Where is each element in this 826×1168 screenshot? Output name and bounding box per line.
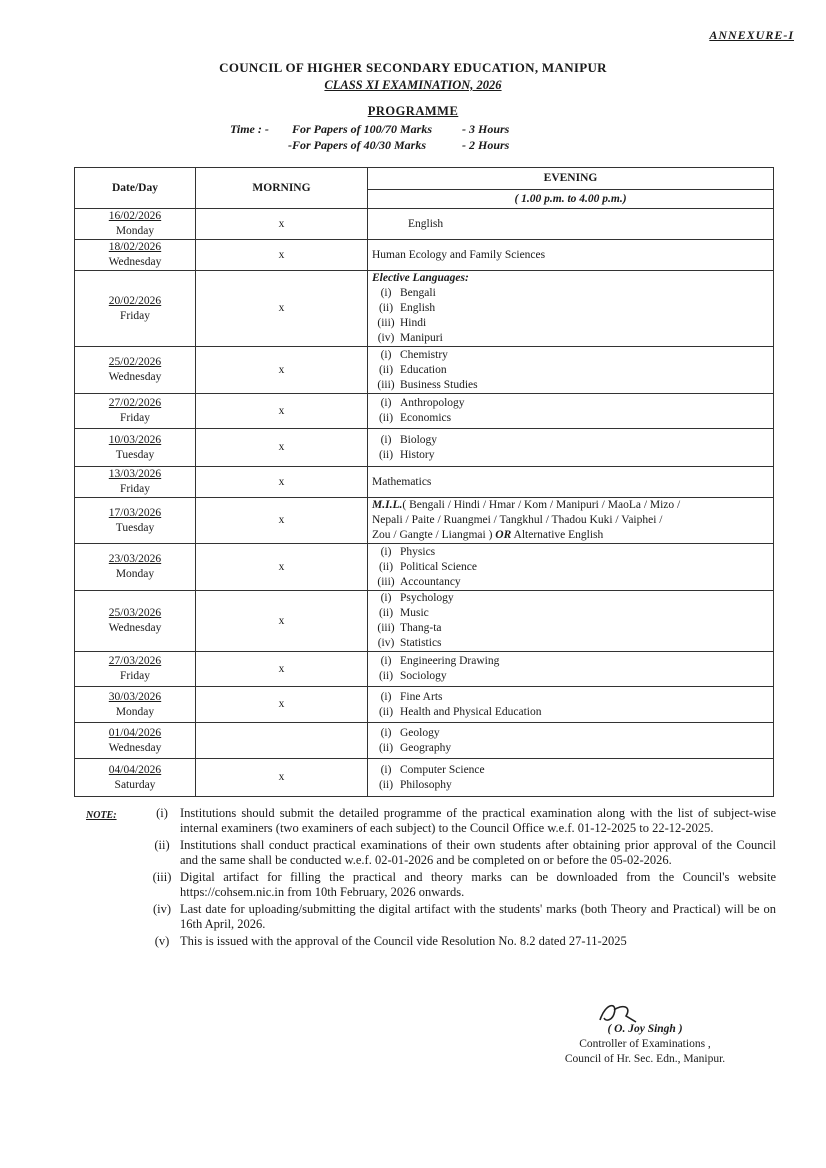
subject-item bbox=[372, 348, 769, 363]
subject-name: Thang-ta bbox=[400, 622, 442, 634]
subject-name: Business Studies bbox=[400, 378, 478, 391]
note-item bbox=[86, 806, 776, 836]
document-header bbox=[0, 60, 826, 119]
subject-number: (iii) bbox=[377, 575, 395, 588]
signatory-name: ( O. Joy Singh ) bbox=[607, 1023, 683, 1035]
date-text: 27/03/2026 bbox=[108, 655, 162, 667]
note-item bbox=[86, 902, 776, 932]
morning-cell bbox=[196, 723, 368, 759]
subject-number: (iii) bbox=[377, 622, 395, 634]
evening-cell bbox=[368, 209, 774, 240]
subject-number: (ii) bbox=[378, 560, 394, 573]
day-text: Tuesday bbox=[115, 448, 155, 461]
note-label: NOTE: bbox=[86, 810, 117, 821]
subject-number: (i) bbox=[380, 726, 392, 739]
subject-name: Health and Physical Education bbox=[400, 705, 542, 718]
subject-number: (ii) bbox=[378, 778, 394, 791]
mil-line: Nepali / Paite / Ruangmei / Tangkhul / Thadou Kuki / Vaiphei / bbox=[372, 514, 663, 526]
subject-item bbox=[372, 378, 769, 393]
subject-name: Manipuri bbox=[400, 332, 443, 344]
subject-number: (ii) bbox=[378, 741, 394, 754]
date-cell bbox=[75, 723, 196, 759]
subject-number: (i) bbox=[380, 287, 392, 299]
evening-cell bbox=[368, 498, 774, 544]
subject-number: (iii) bbox=[377, 378, 395, 391]
subject-item bbox=[372, 654, 769, 669]
evening-subject: Human Ecology and Family Sciences bbox=[372, 248, 546, 261]
subject-item bbox=[372, 621, 769, 636]
subject-name: Geography bbox=[400, 741, 452, 754]
day-text: Wednesday bbox=[108, 741, 162, 754]
annexure-label: ANNEXURE-I bbox=[709, 28, 794, 42]
note-item bbox=[86, 838, 776, 868]
date-text: 04/04/2026 bbox=[108, 763, 162, 776]
subject-item bbox=[372, 316, 769, 331]
time-dash bbox=[230, 138, 292, 153]
subject-item bbox=[372, 763, 769, 778]
subject-item bbox=[372, 726, 769, 741]
subject-list bbox=[372, 591, 769, 651]
subject-name: Philosophy bbox=[400, 778, 452, 791]
day-text: Friday bbox=[119, 483, 151, 495]
subject-list bbox=[372, 763, 769, 793]
date-text: 20/02/2026 bbox=[108, 294, 162, 307]
subject-item bbox=[372, 545, 769, 560]
subject-number: (ii) bbox=[378, 412, 394, 424]
schedule-table bbox=[74, 167, 774, 797]
time-info bbox=[230, 122, 509, 154]
day-text: Friday bbox=[119, 670, 151, 682]
note-number: (v) bbox=[154, 934, 170, 948]
date-cell bbox=[75, 271, 196, 347]
org-title: COUNCIL OF HIGHER SECONDARY EDUCATION, MANIPUR bbox=[219, 60, 607, 75]
morning-cell: x bbox=[196, 347, 368, 394]
date-cell bbox=[75, 759, 196, 797]
subject-name: Political Science bbox=[400, 560, 477, 573]
note-label bbox=[86, 902, 144, 932]
mil-alt: Alternative English bbox=[513, 529, 604, 541]
date-text: 25/02/2026 bbox=[108, 356, 162, 368]
note-number: (ii) bbox=[154, 838, 170, 852]
subject-item bbox=[372, 448, 769, 463]
morning-cell: x bbox=[196, 544, 368, 591]
subject-item bbox=[372, 669, 769, 684]
subject-item bbox=[372, 433, 769, 448]
evening-subject: English bbox=[408, 217, 444, 230]
header-evening: EVENING bbox=[368, 168, 774, 190]
note-number: (i) bbox=[156, 806, 168, 820]
schedule-body bbox=[75, 209, 774, 797]
morning-cell: x bbox=[196, 687, 368, 723]
subject-item bbox=[372, 690, 769, 705]
subject-list bbox=[372, 690, 769, 720]
subject-list bbox=[372, 396, 769, 426]
subject-number: (ii) bbox=[378, 302, 394, 314]
date-text: 23/03/2026 bbox=[108, 553, 162, 565]
subject-number: (ii) bbox=[378, 607, 394, 619]
morning-cell: x bbox=[196, 759, 368, 797]
subject-number: (i) bbox=[380, 763, 392, 776]
subject-item bbox=[372, 575, 769, 590]
note-label bbox=[86, 934, 144, 949]
subject-name: Chemistry bbox=[400, 348, 448, 361]
evening-cell bbox=[368, 759, 774, 797]
subject-name: Education bbox=[400, 363, 447, 376]
subject-list bbox=[372, 286, 769, 346]
subject-list bbox=[372, 348, 769, 393]
subject-number: (iii) bbox=[377, 317, 395, 329]
note-label bbox=[86, 838, 144, 868]
note-item bbox=[86, 934, 776, 949]
subject-name: Computer Science bbox=[400, 763, 485, 776]
date-text: 10/03/2026 bbox=[108, 433, 162, 446]
note-text: Institutions shall conduct practical examinations of their own students after obtaining prior approval of the Council and the same shall be conducted w.e.f. 02-01-2026 and be completed on or before the 05-02-2026. bbox=[180, 838, 776, 867]
subject-number: (i) bbox=[380, 433, 392, 446]
morning-cell: x bbox=[196, 591, 368, 652]
mil-line bbox=[372, 498, 769, 513]
signature-scribble-icon bbox=[592, 1000, 652, 1026]
subject-name: Bengali bbox=[400, 287, 436, 299]
subject-name: Economics bbox=[400, 412, 452, 424]
date-text: 17/03/2026 bbox=[108, 506, 162, 519]
notes-section bbox=[86, 806, 776, 951]
subject-number: (i) bbox=[380, 348, 392, 361]
subject-name: Hindi bbox=[400, 317, 427, 329]
subject-name: Biology bbox=[400, 433, 438, 446]
date-text: 01/04/2026 bbox=[108, 726, 162, 739]
subject-number: (ii) bbox=[378, 705, 394, 718]
table-row bbox=[75, 723, 774, 759]
subject-name: Physics bbox=[400, 545, 436, 558]
evening-cell bbox=[368, 394, 774, 429]
table-row bbox=[75, 498, 774, 544]
date-cell bbox=[75, 498, 196, 544]
subject-name: Accountancy bbox=[400, 575, 461, 588]
table-row bbox=[75, 240, 774, 271]
subject-number: (i) bbox=[380, 655, 392, 667]
day-text: Tuesday bbox=[115, 521, 155, 534]
date-text: 18/02/2026 bbox=[108, 241, 162, 253]
mil-prefix: M.I.L. bbox=[372, 499, 403, 511]
table-row bbox=[75, 544, 774, 591]
date-cell bbox=[75, 347, 196, 394]
day-text: Saturday bbox=[114, 778, 156, 791]
subject-name: Fine Arts bbox=[400, 690, 443, 703]
subject-item bbox=[372, 741, 769, 756]
table-row bbox=[75, 429, 774, 467]
table-row bbox=[75, 652, 774, 687]
evening-cell bbox=[368, 723, 774, 759]
evening-cell bbox=[368, 687, 774, 723]
date-text: 30/03/2026 bbox=[108, 690, 162, 703]
signatory-title: Controller of Examinations , bbox=[579, 1038, 711, 1050]
subject-name: Geology bbox=[400, 726, 440, 739]
subject-item bbox=[372, 705, 769, 720]
date-cell bbox=[75, 652, 196, 687]
mil-languages: ( Bengali / Hindi / Hmar / Kom / Manipuri / MaoLa / Mizo / bbox=[402, 499, 681, 511]
day-text: Monday bbox=[115, 568, 155, 580]
subject-name: English bbox=[400, 302, 436, 314]
mil-languages: Zou / Gangte / Liangmai ) bbox=[372, 529, 493, 541]
day-text: Friday bbox=[119, 412, 151, 424]
signatory-office: Council of Hr. Sec. Edn., Manipur. bbox=[564, 1053, 726, 1065]
mil-or: OR bbox=[495, 529, 512, 541]
subject-name: Statistics bbox=[400, 637, 442, 649]
date-cell bbox=[75, 544, 196, 591]
morning-cell: x bbox=[196, 652, 368, 687]
subject-name: Anthropology bbox=[400, 397, 465, 409]
signature-block bbox=[530, 1000, 760, 1067]
subject-item bbox=[372, 331, 769, 346]
subject-number: (iv) bbox=[377, 637, 395, 649]
subject-number: (i) bbox=[380, 592, 392, 604]
note-number: (iii) bbox=[152, 870, 172, 884]
header-morning: MORNING bbox=[196, 168, 368, 209]
subject-item bbox=[372, 591, 769, 606]
subject-item bbox=[372, 560, 769, 575]
subject-name: Engineering Drawing bbox=[400, 655, 500, 667]
table-row bbox=[75, 759, 774, 797]
subject-item bbox=[372, 778, 769, 793]
date-cell bbox=[75, 467, 196, 498]
note-text: Last date for uploading/submitting the digital artifact with the students' marks (both Theory and Practical) will be on 16th April, 2026. bbox=[180, 902, 776, 931]
date-text: 27/02/2026 bbox=[108, 397, 162, 409]
table-row bbox=[75, 347, 774, 394]
subject-item bbox=[372, 363, 769, 378]
morning-cell: x bbox=[196, 271, 368, 347]
time-label: Time : - bbox=[230, 122, 269, 136]
morning-cell: x bbox=[196, 467, 368, 498]
note-text: Institutions should submit the detailed programme of the practical examination along with the list of subject-wise internal examiners (two examiners of each subject) to the Council Office w.e.f. 01-12-2025 to 22-12-2025. bbox=[180, 806, 776, 835]
day-text: Friday bbox=[119, 309, 151, 322]
notes-list bbox=[86, 806, 776, 949]
subject-item bbox=[372, 636, 769, 651]
table-row bbox=[75, 271, 774, 347]
subject-number: (i) bbox=[380, 545, 392, 558]
morning-cell: x bbox=[196, 429, 368, 467]
table-row bbox=[75, 687, 774, 723]
subject-item bbox=[372, 301, 769, 316]
header-date: Date/Day bbox=[75, 168, 196, 209]
subject-number: (ii) bbox=[378, 670, 394, 682]
subject-list bbox=[372, 545, 769, 590]
programme-title: PROGRAMME bbox=[367, 104, 459, 118]
subject-name: Psychology bbox=[400, 592, 454, 604]
day-text: Monday bbox=[115, 225, 155, 237]
date-cell bbox=[75, 209, 196, 240]
date-text: 25/03/2026 bbox=[108, 607, 162, 619]
signature-mark bbox=[530, 1000, 760, 1022]
morning-cell: x bbox=[196, 240, 368, 271]
date-cell bbox=[75, 429, 196, 467]
subject-list bbox=[372, 433, 769, 463]
note-item bbox=[86, 870, 776, 900]
morning-cell: x bbox=[196, 209, 368, 240]
evening-cell bbox=[368, 429, 774, 467]
subject-item bbox=[372, 286, 769, 301]
morning-cell: x bbox=[196, 498, 368, 544]
subject-name: History bbox=[400, 448, 435, 461]
evening-cell bbox=[368, 591, 774, 652]
time-duration: - 2 Hours bbox=[462, 138, 510, 152]
table-row bbox=[75, 467, 774, 498]
subject-item bbox=[372, 606, 769, 621]
subject-list bbox=[372, 726, 769, 756]
subject-name: Music bbox=[400, 607, 429, 619]
date-text: 13/03/2026 bbox=[108, 468, 162, 480]
header-evening-time: ( 1.00 p.m. to 4.00 p.m.) bbox=[368, 190, 774, 209]
evening-cell bbox=[368, 271, 774, 347]
note-number: (iv) bbox=[152, 902, 172, 916]
morning-cell: x bbox=[196, 394, 368, 429]
subject-item bbox=[372, 396, 769, 411]
day-text: Wednesday bbox=[108, 622, 162, 634]
note-text: This is issued with the approval of the Council vide Resolution No. 8.2 dated 27-11-2025 bbox=[180, 934, 627, 948]
evening-cell bbox=[368, 652, 774, 687]
table-row bbox=[75, 209, 774, 240]
time-papers: For Papers of 40/30 Marks bbox=[292, 138, 427, 152]
date-cell bbox=[75, 394, 196, 429]
day-text: Wednesday bbox=[108, 256, 162, 268]
subject-list bbox=[372, 654, 769, 684]
note-label bbox=[86, 870, 144, 900]
evening-cell bbox=[368, 240, 774, 271]
date-cell bbox=[75, 687, 196, 723]
time-papers: For Papers of 100/70 Marks bbox=[292, 122, 433, 136]
date-text: 16/02/2026 bbox=[108, 210, 162, 222]
subject-number: (ii) bbox=[378, 448, 394, 461]
subject-number: (ii) bbox=[378, 363, 394, 376]
dash-text: - bbox=[288, 138, 292, 152]
evening-subject: Mathematics bbox=[372, 475, 432, 488]
subject-number: (iv) bbox=[377, 332, 395, 344]
exam-title: CLASS XI EXAMINATION, 2026 bbox=[324, 78, 502, 92]
evening-heading: Elective Languages: bbox=[372, 272, 469, 284]
evening-cell bbox=[368, 544, 774, 591]
subject-number: (i) bbox=[380, 397, 392, 409]
time-duration: - 3 Hours bbox=[462, 122, 510, 136]
note-text: Digital artifact for filling the practical and theory marks can be downloaded from the Council's website https://cohsem.nic.in from 10th February, 2026 onwards. bbox=[180, 870, 776, 899]
date-cell bbox=[75, 240, 196, 271]
subject-item bbox=[372, 411, 769, 426]
day-text: Wednesday bbox=[108, 371, 162, 383]
evening-cell bbox=[368, 347, 774, 394]
subject-number: (i) bbox=[380, 690, 392, 703]
table-row bbox=[75, 591, 774, 652]
mil-line bbox=[372, 528, 769, 543]
date-cell bbox=[75, 591, 196, 652]
evening-cell bbox=[368, 467, 774, 498]
day-text: Monday bbox=[115, 705, 155, 718]
table-row bbox=[75, 394, 774, 429]
subject-name: Sociology bbox=[400, 670, 447, 682]
